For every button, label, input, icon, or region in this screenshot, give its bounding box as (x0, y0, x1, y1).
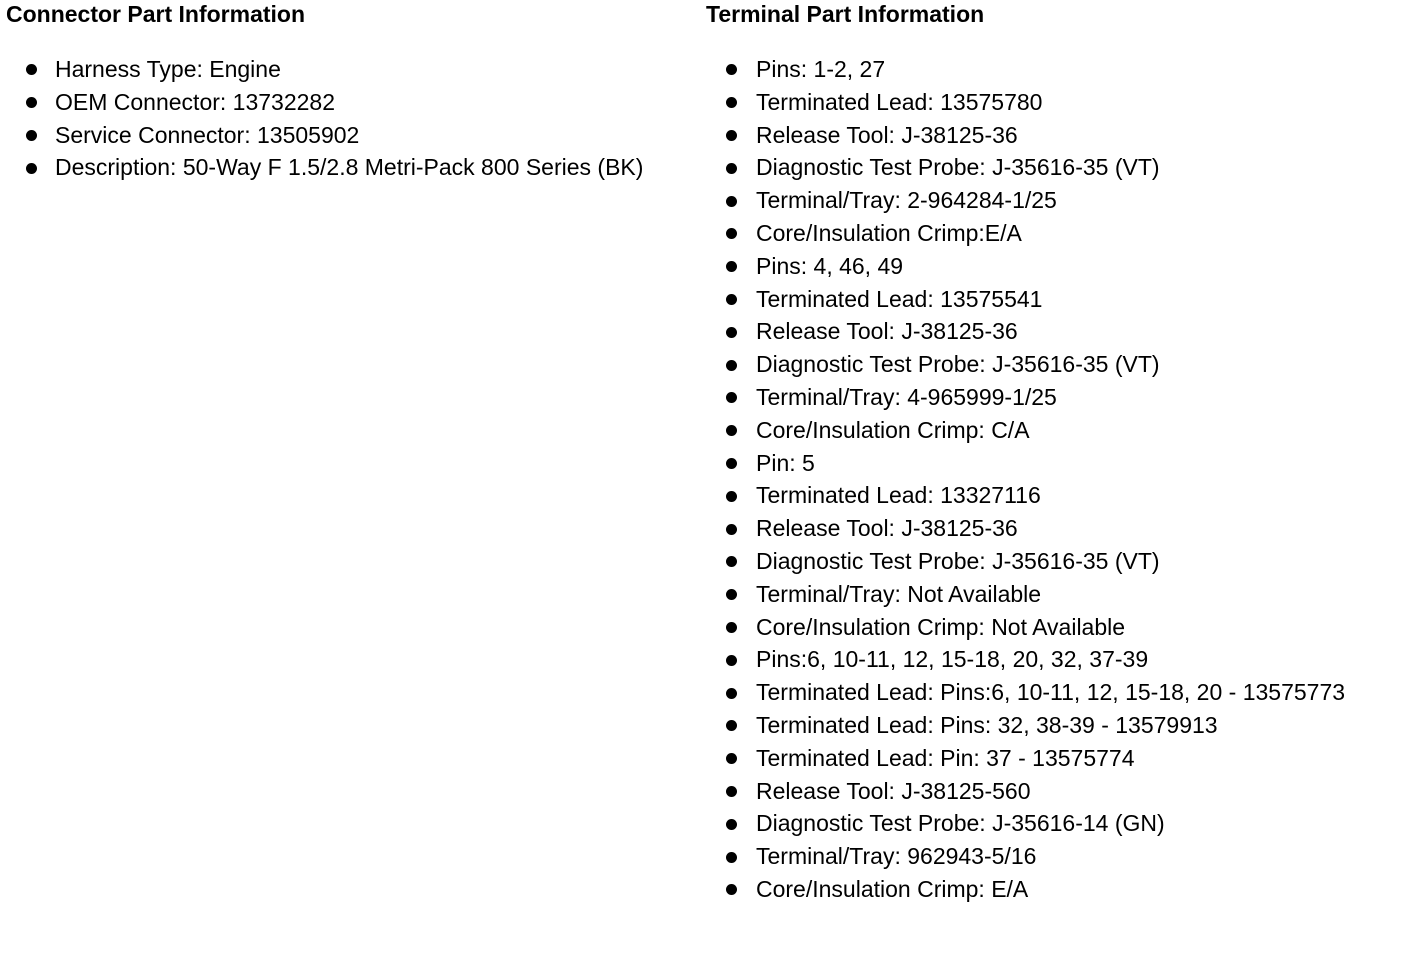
list-item (706, 840, 1406, 873)
list-item-text: Diagnostic Test Probe: J-35616-35 (VT) (756, 547, 1160, 574)
list-item-text: Core/Insulation Crimp:E/A (756, 219, 1022, 246)
list-item (706, 611, 1406, 644)
list-item-text: Release Tool: J-38125-36 (756, 515, 1018, 542)
list-item (706, 381, 1406, 414)
list-item (706, 807, 1406, 840)
list-item (706, 775, 1406, 808)
bullet-icon (726, 786, 737, 797)
list-item-text: Terminal/Tray: Not Available (756, 580, 1042, 607)
list-item (706, 676, 1406, 709)
bullet-icon (726, 524, 737, 535)
list-item (706, 250, 1406, 283)
bullet-icon (26, 97, 37, 108)
bullet-icon (726, 458, 737, 469)
terminal-group-list (706, 643, 1406, 905)
connector-info-list (6, 53, 696, 184)
bullet-icon (726, 196, 737, 207)
list-item (706, 709, 1406, 742)
bullet-icon (726, 589, 737, 600)
list-item (706, 578, 1406, 611)
list-item (706, 643, 1406, 676)
terminal-groups (706, 53, 1406, 906)
list-item (706, 315, 1406, 348)
bullet-icon (726, 720, 737, 731)
list-item-text: Terminated Lead: 13575780 (756, 88, 1043, 115)
list-item-text: Terminal/Tray: 2-964284-1/25 (756, 187, 1057, 214)
list-item-text: Diagnostic Test Probe: J-35616-14 (GN) (756, 810, 1165, 837)
list-item (706, 348, 1406, 381)
list-item (706, 873, 1406, 906)
terminal-section-title: Terminal Part Information (706, 1, 985, 27)
bullet-icon (726, 884, 737, 895)
connector-section-title: Connector Part Information (6, 1, 306, 27)
bullet-icon (726, 360, 737, 371)
bullet-icon (726, 163, 737, 174)
list-item (706, 53, 1406, 86)
list-item-text: Pins:6, 10-11, 12, 15-18, 20, 32, 37-39 (756, 646, 1149, 673)
bullet-icon (26, 130, 37, 141)
bullet-icon (726, 655, 737, 666)
terminal-part-information-section (706, 0, 1406, 906)
list-item-text: Core/Insulation Crimp: Not Available (756, 613, 1126, 640)
list-item-text: Pins: 4, 46, 49 (756, 252, 904, 279)
list-item-text: OEM Connector: 13732282 (55, 88, 336, 115)
bullet-icon (726, 491, 737, 502)
bullet-icon (726, 327, 737, 338)
list-item (706, 86, 1406, 119)
list-item (6, 86, 696, 119)
list-item (706, 184, 1406, 217)
bullet-icon (26, 64, 37, 75)
bullet-icon (726, 425, 737, 436)
bullet-icon (726, 852, 737, 863)
bullet-icon (726, 228, 737, 239)
list-item-text: Terminated Lead: Pins:6, 10-11, 12, 15-18, 20 - 13575773 (756, 679, 1346, 706)
list-item-text: Terminated Lead: 13575541 (756, 285, 1043, 312)
list-item (706, 414, 1406, 447)
list-item (706, 119, 1406, 152)
list-item-text: Release Tool: J-38125-36 (756, 121, 1018, 148)
list-item-text: Core/Insulation Crimp: E/A (756, 875, 1029, 902)
list-item-text: Pin: 5 (756, 449, 815, 476)
list-item (6, 119, 696, 152)
list-item-text: Description: 50-Way F 1.5/2.8 Metri-Pack 800 Series (BK) (55, 154, 644, 181)
list-item (706, 151, 1406, 184)
terminal-group-list (706, 447, 1406, 644)
list-item (706, 512, 1406, 545)
list-item-text: Terminated Lead: Pins: 32, 38-39 - 13579913 (756, 711, 1218, 738)
list-item (706, 742, 1406, 775)
list-item-text: Service Connector: 13505902 (55, 121, 360, 148)
list-item (706, 283, 1406, 316)
list-item-text: Terminal/Tray: 4-965999-1/25 (756, 383, 1057, 410)
bullet-icon (726, 753, 737, 764)
bullet-icon (726, 261, 737, 272)
terminal-group-list (706, 53, 1406, 250)
list-item (706, 217, 1406, 250)
list-item-text: Release Tool: J-38125-560 (756, 777, 1031, 804)
list-item-text: Diagnostic Test Probe: J-35616-35 (VT) (756, 351, 1160, 378)
connector-part-information-section (6, 0, 696, 184)
list-item-text: Harness Type: Engine (55, 56, 281, 82)
list-item (706, 545, 1406, 578)
list-item-text: Core/Insulation Crimp: C/A (756, 416, 1030, 443)
bullet-icon (726, 97, 737, 108)
bullet-icon (726, 130, 737, 141)
list-item (6, 53, 696, 86)
bullet-icon (726, 622, 737, 633)
bullet-icon (726, 392, 737, 403)
bullet-icon (26, 163, 37, 174)
bullet-icon (726, 688, 737, 699)
terminal-group-list (706, 250, 1406, 447)
list-item-text: Release Tool: J-38125-36 (756, 318, 1018, 345)
list-item (706, 479, 1406, 512)
list-item (6, 151, 696, 184)
list-item-text: Diagnostic Test Probe: J-35616-35 (VT) (756, 154, 1160, 181)
bullet-icon (726, 64, 737, 75)
list-item-text: Terminal/Tray: 962943-5/16 (756, 843, 1037, 870)
bullet-icon (726, 819, 737, 830)
list-item-text: Terminated Lead: 13327116 (756, 482, 1041, 509)
list-item-text: Terminated Lead: Pin: 37 - 13575774 (756, 744, 1135, 771)
bullet-icon (726, 556, 737, 567)
bullet-icon (726, 294, 737, 305)
list-item-text: Pins: 1-2, 27 (756, 56, 886, 82)
list-item (706, 447, 1406, 480)
